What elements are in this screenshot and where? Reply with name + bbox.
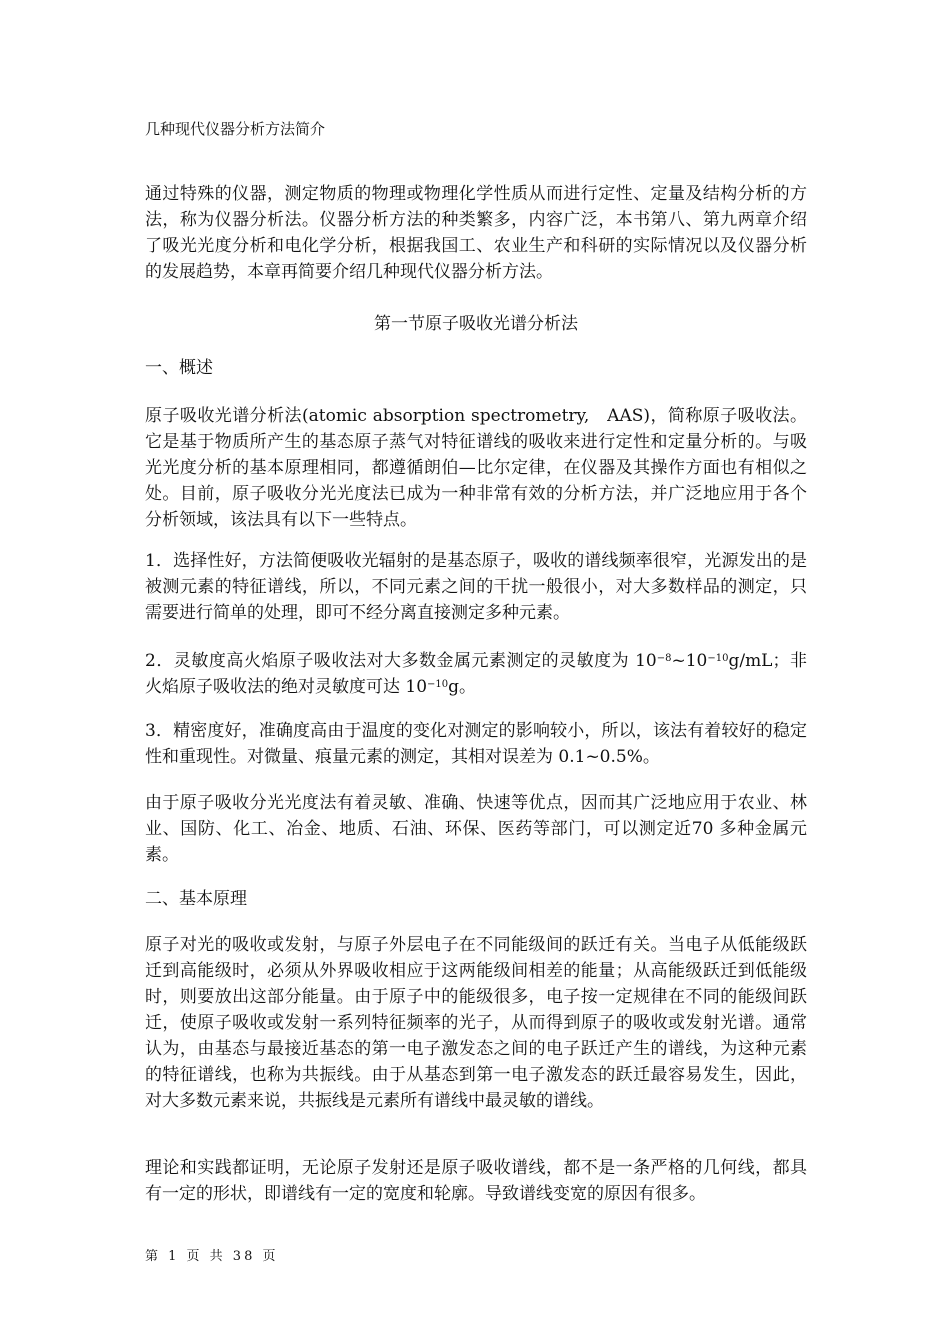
point-3-paragraph: 3．精密度好，准确度高由于温度的变化对测定的影响较小，所以，该法有着较好的稳定性和重现性。对微量、痕量元素的测定，其相对误差为 0.1~0.5%。 — [145, 721, 807, 767]
principle-paragraph: 原子对光的吸收或发射，与原子外层电子在不同能级间的跃迁有关。当电子从低能级跃迁到高能级时，必须从外界吸收相应于这两能级间相差的能量；从高能级跃迁到低能级时，则要放出这部分能量。由于原子中的能级很多，电子按一定规律在不同的能级间跃迁，使原子吸收或发射一系列特征频率的光子，从而得到原子的吸收或发射光谱。通常认为，由基态与最接近基态的第一电子激发态之间的电子跃迁产生的谱线，为这种元素的特征谱线，也称为共振线。由于从基态到第一电子激发态的跃迁最容易发生，因此，对大多数元素来说，共振线是元素所有谱线中最灵敏的谱线。 — [145, 935, 807, 1111]
point-2-paragraph — [145, 648, 807, 700]
exponent-b: −10 — [707, 653, 729, 664]
point-1-paragraph: 1．选择性好，方法简便吸收光辐射的是基态原子，吸收的谱线频率很窄，光源发出的是被测元素的特征谱线，所以，不同元素之间的干扰一般很小，对大多数样品的测定，只需要进行简单的处理，即可不经分离直接测定多种元素。 — [145, 551, 807, 623]
point-2-text-d: g。 — [448, 677, 477, 697]
point-2-text-c: g/mL；非火焰原子吸收法的绝对灵敏度可达 10 — [145, 651, 807, 697]
document-title: 几种现代仪器分析方法简介 — [145, 120, 326, 138]
line-shape-paragraph: 理论和实践都证明，无论原子发射还是原子吸收谱线，都不是一条严格的几何线，都具有一定的形状，即谱线有一定的宽度和轮廓。导致谱线变宽的原因有很多。 — [145, 1158, 807, 1204]
exponent-c: −10 — [427, 679, 449, 690]
page-number-footer: 第 1 页 共 38 页 — [145, 1249, 279, 1264]
subsection-heading-principle: 二、基本原理 — [145, 889, 247, 909]
intro-paragraph: 通过特殊的仪器，测定物质的物理或物理化学性质从而进行定性、定量及结构分析的方法，称为仪器分析法。仪器分析方法的种类繁多，内容广泛，本书第八、第九两章介绍了吸光光度分析和电化学分析，根据我国工、农业生产和科研的实际情况以及仪器分析的发展趋势，本章再简要介绍几种现代仪器分析方法。 — [145, 184, 807, 282]
subsection-heading-overview: 一、概述 — [145, 358, 213, 378]
section-title: 第一节原子吸收光谱分析法 — [374, 314, 578, 334]
point-2-text-b: ~10 — [671, 651, 708, 671]
exponent-a: −8 — [656, 653, 672, 664]
overview-paragraph: 原子吸收光谱分析法(atomic absorption spectrometry, AAS)，简称原子吸收法。它是基于物质所产生的基态原子蒸气对特征谱线的吸收来进行定性和定量分析的。与吸光光度分析的基本原理相同，都遵循朗伯—比尔定律，在仪器及其操作方面也有相似之处。目前，原子吸收分光光度法已成为一种非常有效的分析方法，并广泛地应用于各个分析领域，该法具有以下一些特点。 — [145, 406, 807, 530]
point-2-text-a: 2．灵敏度高火焰原子吸收法对大多数金属元素测定的灵敏度为 10 — [145, 651, 657, 671]
applications-paragraph: 由于原子吸收分光光度法有着灵敏、准确、快速等优点，因而其广泛地应用于农业、林业、国防、化工、冶金、地质、石油、环保、医药等部门，可以测定近70 多种金属元素。 — [145, 793, 807, 865]
